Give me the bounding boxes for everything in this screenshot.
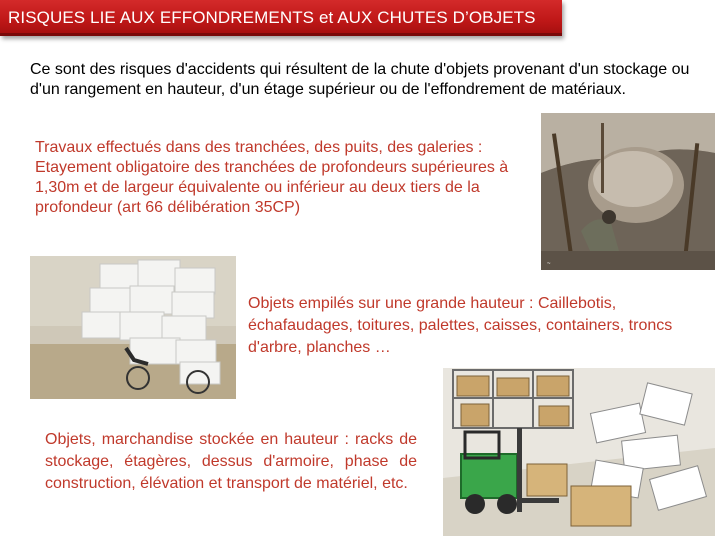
high-storage-text: Objets, marchandise stockée en hauteur : racks de stockage, étagères, dessus d'armoire, phase de construction, élévation et transport de matériel, etc. [45,431,417,492]
page-title: RISQUES LIE AUX EFFONDREMENTS et AUX CHUTES D’OBJETS [8,8,536,27]
trench-worker-photo [541,113,715,270]
intro-paragraph: Ce sont des risques d'accidents qui résultent de la chute d'objets provenant d'un stockage ou d'un rangement en hauteur, d'un étage supérieur ou de l'effondrement de matériaux. [30,61,690,98]
overloaded-bike-photo [30,256,236,399]
warehouse-forklift-illustration [443,368,715,536]
photo-credit-mark: ~ [547,261,551,267]
stacked-objects-text: Objets empilés sur une grande hauteur : Caillebotis, échafaudages, toitures, palettes, caisses, containers, troncs d'arbre, planches … [248,295,673,356]
trench-works-text: Travaux effectués dans des tranchées, des puits, des galeries : Etayement obligatoire des tranchées de profondeurs supérieures à 1,30m et de largeur équivalente ou inférieur au deux tiers de la profondeur (art 66 délibération 35CP) [35,139,509,216]
title-bar [0,0,562,36]
